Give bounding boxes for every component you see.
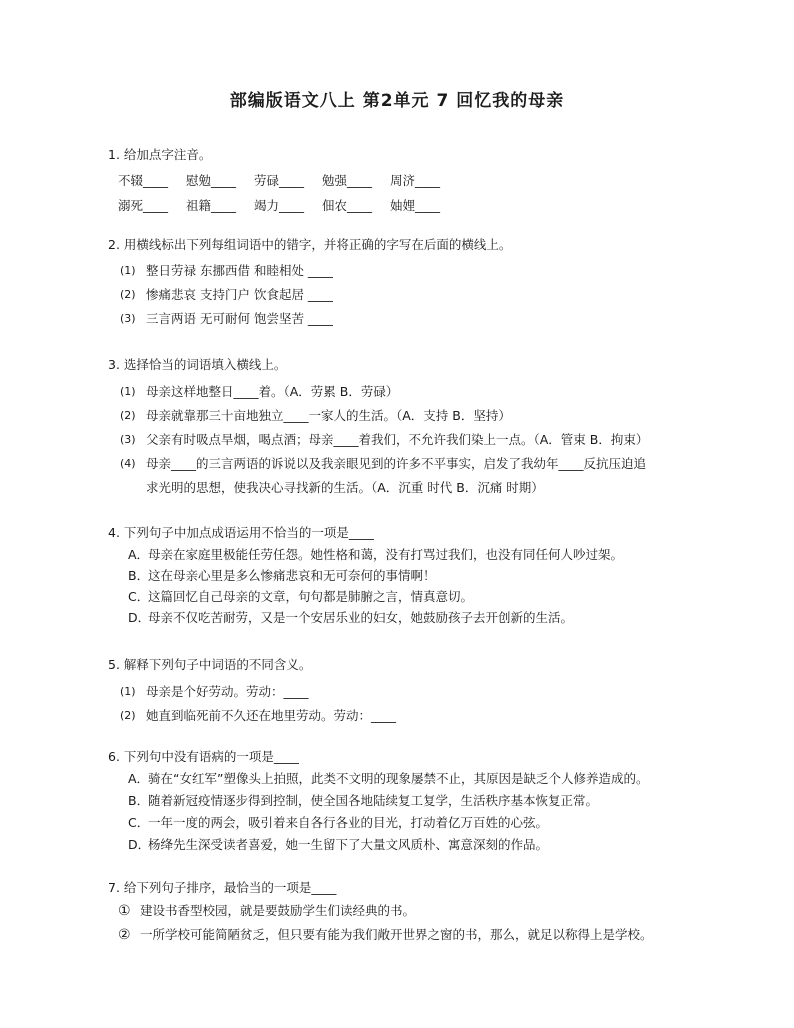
- option-b: [108, 565, 748, 586]
- option-c: [108, 586, 748, 607]
- item-label: (3): [120, 433, 136, 446]
- option-label: A．: [128, 547, 150, 562]
- item-text: 一所学校可能简陋贫乏，但只要有能为我们敞开世界之窗的书，那么，就足以称得上是学校。: [140, 927, 653, 942]
- sub-item: [108, 452, 748, 476]
- pinyin-item: 佃农____: [322, 198, 373, 213]
- option-label: D．: [128, 837, 151, 852]
- option-text: 母亲不仅吃苦耐劳，又是一个安居乐业的妇女，她鼓励孩子去开创新的生活。: [148, 610, 574, 625]
- sub-item: [108, 704, 748, 728]
- question-stem: 4. 下列句子中加点成语运用不恰当的一项是____: [108, 525, 374, 540]
- question-2: [108, 236, 748, 331]
- option-text: 这在母亲心里是多么惨痛悲哀和无可奈何的事情啊！: [148, 568, 436, 583]
- pinyin-item: 勉强____: [322, 173, 373, 188]
- option-text: 母亲在家庭里极能任劳任怨。她性格和蔼，没有打骂过我们，也没有同任何人吵过架。: [148, 547, 624, 562]
- item-label: (1): [120, 685, 136, 698]
- sub-item: [108, 680, 748, 704]
- sub-item: [108, 259, 748, 283]
- option-label: C．: [128, 589, 150, 604]
- question-5: [108, 656, 748, 728]
- question-stem: 5. 解释下列句子中词语的不同含义。: [108, 657, 312, 672]
- question-4: [108, 524, 748, 628]
- question-3: [108, 356, 748, 500]
- item-label: (1): [120, 264, 136, 277]
- sub-item: [108, 380, 748, 404]
- sentence-item: [108, 899, 748, 923]
- item-text: 她直到临死前不久还在地里劳动。劳动：____: [146, 708, 397, 723]
- sub-item: [108, 307, 748, 331]
- question-7: [108, 879, 748, 947]
- item-text: 建设书香型校园，就是要鼓励学生们读经典的书。: [140, 903, 416, 918]
- pinyin-item: 劳碌____: [254, 173, 305, 188]
- sub-item-continuation: [108, 476, 748, 500]
- item-number: ①: [118, 903, 131, 919]
- item-text: 母亲就靠那三十亩地独立____一家人的生活。（A．支持 B．坚持）: [146, 408, 511, 423]
- sub-item: [108, 404, 748, 428]
- option-text: 杨绛先生深受读者喜爱，她一生留下了大量文风质朴、寓意深刻的作品。: [148, 837, 549, 852]
- pinyin-item: 周济____: [390, 173, 441, 188]
- pinyin-item: 祖籍____: [186, 198, 237, 213]
- pinyin-item: 妯娌____: [390, 198, 441, 213]
- sub-item: [108, 283, 748, 307]
- item-label: (2): [120, 409, 136, 422]
- item-text: 母亲这样地整日____着。（A．劳累 B．劳碌）: [146, 384, 399, 399]
- question-stem: 3. 选择恰当的词语填入横线上。: [108, 357, 287, 372]
- option-label: D．: [128, 610, 151, 625]
- option-d: [108, 607, 748, 628]
- option-b: [108, 790, 748, 812]
- option-label: A．: [128, 771, 150, 786]
- pinyin-row: [108, 168, 748, 193]
- item-number: ②: [118, 927, 131, 943]
- question-6: [108, 748, 748, 856]
- option-label: B．: [128, 568, 150, 583]
- pinyin-item: 溺死____: [118, 198, 169, 213]
- pinyin-item: 不辍____: [118, 173, 169, 188]
- question-stem: 1. 给加点字注音。: [108, 147, 212, 162]
- pinyin-item: 慰勉____: [186, 173, 237, 188]
- item-text: 整日劳禄 东挪西借 和睦相处 ____: [146, 263, 333, 278]
- option-c: [108, 812, 748, 834]
- option-text: 随着新冠疫情逐步得到控制，使全国各地陆续复工复学，生活秩序基本恢复正常。: [148, 793, 599, 808]
- item-text: 三言两语 无可耐何 饱尝坚苦 ____: [146, 311, 333, 326]
- item-text: 母亲是个好劳动。劳动：____: [146, 684, 309, 699]
- item-text: 母亲____的三言两语的诉说以及我亲眼见到的许多不平事实，启发了我幼年____反抗压迫追: [146, 456, 647, 471]
- item-text: 惨痛悲哀 支持门户 饮食起居 ____: [146, 287, 333, 302]
- question-stem: 2. 用横线标出下列每组词语中的错字，并将正确的字写在后面的横线上。: [108, 237, 512, 252]
- item-text: 父亲有时吸点旱烟，喝点酒；母亲____着我们，不允许我们染上一点。（A．管束 B．拘束）: [146, 432, 649, 447]
- question-stem: 7. 给下列句子排序，最恰当的一项是____: [108, 880, 337, 895]
- item-text: 求光明的思想，使我决心寻找新的生活。（A．沉重 时代 B．沉痛 时期）: [146, 480, 544, 495]
- option-d: [108, 834, 748, 856]
- page-title: 部编版语文八上 第2单元 7 回忆我的母亲: [229, 91, 565, 111]
- option-label: B．: [128, 793, 150, 808]
- option-a: [108, 768, 748, 790]
- question-1: [108, 146, 748, 218]
- option-text: 一年一度的两会，吸引着来自各行各业的目光，打动着亿万百姓的心弦。: [148, 815, 549, 830]
- item-label: (2): [120, 288, 136, 301]
- item-label: (3): [120, 312, 136, 325]
- option-text: 骑在“女红军”塑像头上拍照，此类不文明的现象屡禁不止，其原因是缺乏个人修养造成的。: [148, 771, 649, 786]
- item-label: (1): [120, 385, 136, 398]
- pinyin-row: [108, 193, 748, 218]
- sub-item: [108, 428, 748, 452]
- question-stem: 6. 下列句中没有语病的一项是____: [108, 749, 299, 764]
- option-text: 这篇回忆自己母亲的文章，句句都是肺腑之言，情真意切。: [148, 589, 474, 604]
- sentence-item: [108, 923, 748, 947]
- pinyin-item: 竭力____: [254, 198, 305, 213]
- item-label: (2): [120, 709, 136, 722]
- option-label: C．: [128, 815, 150, 830]
- item-label: (4): [120, 457, 136, 470]
- option-a: [108, 544, 748, 565]
